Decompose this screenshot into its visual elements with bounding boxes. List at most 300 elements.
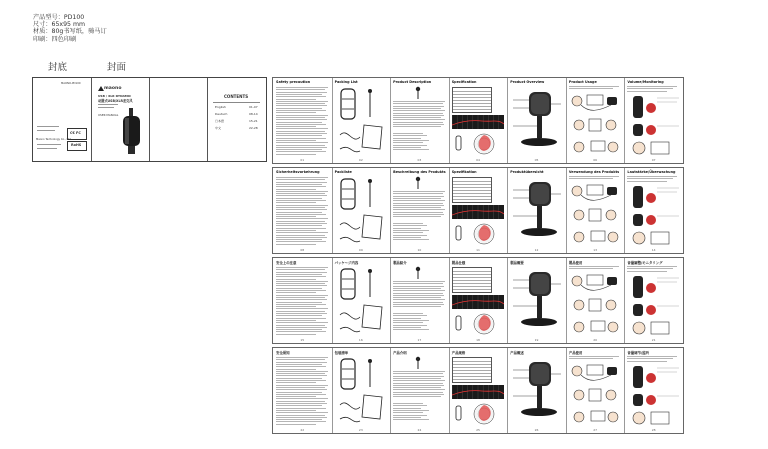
text-line [276,193,325,194]
contents-lang: 中文 [215,126,222,130]
page-title: 製品紹介 [393,261,407,265]
back-cover-line [37,148,57,149]
text-line [393,373,443,374]
text-line [393,200,445,201]
page-title: 製品仕様 [451,261,466,265]
text-line [393,147,421,148]
manual-page [390,78,450,163]
manual-page [507,78,567,163]
text-line [276,398,328,399]
text-line [276,195,327,196]
manual-page [273,348,333,433]
page-title: 包装清单 [334,351,349,355]
frequency-response-chart [452,205,504,219]
text-line [276,315,322,316]
text-line [393,320,429,321]
text-line [393,198,441,199]
text-line [276,126,316,127]
text-line [393,322,423,323]
text-line [276,228,326,229]
page-number: 24 [417,428,422,432]
text-line [393,140,429,141]
front-cover-line [98,104,118,105]
text-line [393,394,444,395]
text-line [569,178,613,179]
volume-monitor-diagram [627,94,681,158]
text-line [627,176,677,177]
text-line [276,182,327,183]
spec-table-row [453,91,491,92]
text-line [276,124,326,125]
text-line [276,133,327,134]
text-line [276,99,316,100]
frequency-response-chart [452,115,504,129]
page-title: Verwendung des Produkts [568,170,620,174]
manual-page [507,168,567,253]
manual-page [273,168,333,253]
text-line [393,313,423,314]
page-title: 安全须知 [276,351,290,355]
manual-page [507,348,567,433]
spec-table [452,267,492,293]
text-line [276,205,328,206]
spec-table-row [453,196,491,197]
contents-lang: English [215,105,226,109]
manual-page [566,258,626,343]
text-line [276,285,327,286]
text-line [393,122,443,123]
page-number: 11 [476,248,480,252]
manual-page [390,258,450,343]
page-title: Sicherheitsvorkehrung [276,170,320,174]
text-line [276,387,325,388]
page-number: 19 [534,338,539,342]
certification-marks: C€ FC [70,131,81,135]
page-number: 15 [300,338,305,342]
page-number: 22 [300,428,305,432]
text-line [276,221,325,222]
manual-page [566,168,626,253]
text-line [276,209,327,210]
text-line [276,223,327,224]
text-line [393,212,443,213]
page-title: 安全上の注意 [276,261,297,265]
text-line [393,235,427,236]
text-line [276,396,316,397]
packing-list-illustration [338,267,386,337]
spec-table-row [453,271,491,272]
text-line [276,202,316,203]
dimension-mic-icon [453,314,465,332]
text-line [276,186,326,187]
page-number: 13 [593,248,598,252]
text-line [393,302,443,303]
blank-panel [149,78,208,161]
page-title: Product Overview [510,80,545,84]
page-title: パッケージ内容 [334,261,359,265]
manual-sheet [272,77,684,164]
text-line [393,113,443,114]
spec-table-row [453,361,491,362]
rohs-box [67,141,87,151]
text-line [276,272,327,273]
dimension-mic-icon [453,404,465,422]
page-title: 产品规格 [451,351,466,355]
manufacturer: Maono Technology Co., Ltd. [36,138,72,141]
text-line [276,244,316,245]
text-line [276,119,327,120]
text-line [276,375,327,376]
text-line [276,320,316,321]
page-number: 27 [593,428,598,432]
manual-page [332,258,392,343]
spec-table-row [453,199,491,200]
polar-pattern-chart [473,223,495,245]
text-line [627,86,677,87]
text-line [276,371,328,372]
contents-lang: 日本語 [215,119,225,123]
text-line [276,117,325,118]
text-line [276,212,322,213]
text-line [276,322,328,323]
cover-spread [32,77,267,162]
manual-page [390,348,450,433]
text-line [276,177,328,178]
page-title: Produktübersicht [510,170,544,174]
text-line [627,361,667,362]
text-line [627,178,673,179]
text-line [393,193,443,194]
text-line [276,122,322,123]
text-line [393,380,445,381]
spec-table-row [453,376,491,377]
text-line [276,232,328,233]
front-cover-line [98,107,114,108]
frequency-response-chart [452,295,504,309]
text-line [276,302,322,303]
page-number: 25 [476,428,480,432]
description-mic-icon [410,356,426,370]
page-title: Specification [451,80,477,84]
page-number: 26 [534,428,539,432]
spec-table-row [453,274,491,275]
page-title: Lautstärke/Überwachung [627,170,676,174]
text-line [393,225,427,226]
product-title-cn: 动圈式USB/XLR麦克风 [98,99,133,103]
text-line [393,297,441,298]
text-line [276,267,328,268]
text-line [276,101,328,102]
text-line [393,106,444,107]
page-title: Volume/Monitoring [627,80,664,84]
spec-table-row [453,286,491,287]
spec-table-row [453,379,491,380]
text-line [393,117,441,118]
page-title: Spezifikation [451,170,477,174]
text-line [393,110,445,111]
spec-table-row [453,184,491,185]
text-line [276,198,322,199]
volume-monitor-diagram [627,364,681,428]
text-line [276,401,325,402]
contents-page: 22-28 [249,126,258,130]
text-line [276,239,322,240]
text-line [276,151,326,152]
text-line [276,87,328,88]
text-line [393,306,441,307]
text-line [393,232,423,233]
text-line [276,288,322,289]
text-line [393,396,441,397]
text-line [393,126,441,127]
contents-page: 01-07 [249,105,258,109]
volume-monitor-diagram [627,274,681,338]
manual-page [449,348,509,433]
text-line [276,378,322,379]
manual-page [624,348,683,433]
usage-diagram [569,91,623,157]
page-number: 07 [651,158,656,162]
text-line [627,271,667,272]
text-line [393,145,427,146]
page-number: 12 [534,248,539,252]
product-overview-illustration [511,86,563,158]
text-line [393,318,421,319]
spec-table-row [453,103,491,104]
text-line [276,142,328,143]
page-number: 06 [593,158,598,162]
text-line [393,412,423,413]
text-line [276,403,327,404]
text-line [276,138,326,139]
text-line [276,96,326,97]
text-line [276,410,316,411]
text-line [276,380,326,381]
spec-table [452,177,492,203]
page-title: 产品介绍 [393,351,407,355]
page-number: 20 [593,338,598,342]
manual-page [624,78,683,163]
text-line [393,383,443,384]
page-number: 21 [651,338,656,342]
manual-page [449,168,509,253]
dimension-mic-icon [453,224,465,242]
text-line [276,154,316,155]
product-overview-illustration [511,356,563,428]
text-line [393,385,444,386]
frequency-response-chart [452,385,504,399]
rohs-mark: RoHS [71,143,82,147]
text-line [276,334,316,335]
text-line [276,179,325,180]
text-line [393,405,427,406]
page-title: 产品使用 [568,351,583,355]
text-line [393,415,427,416]
product-overview-illustration [511,266,563,338]
text-line [569,176,619,177]
manual-page [273,258,333,343]
manual-page [624,168,683,253]
text-line [393,119,445,120]
text-line [393,133,423,134]
page-title: Safety precaution [276,80,311,84]
page-number: 02 [358,158,363,162]
text-line [276,189,316,190]
polar-pattern-chart [473,133,495,155]
text-line [276,218,328,219]
text-line [276,207,325,208]
manual-page [566,78,626,163]
product-title-en: USB / XLR DYNAMIC [98,94,132,98]
spec-table-row [453,97,491,98]
text-line [276,327,327,328]
page-title: 音量调节/监听 [627,351,649,355]
text-line [569,86,619,87]
text-line [393,281,445,282]
text-line [393,205,444,206]
spec-table-row [453,277,491,278]
manual-page [332,78,392,163]
text-line [393,138,421,139]
brand-name: maono [104,86,122,91]
page-number: 04 [476,158,480,162]
page-title: Packliste [334,170,352,174]
contents-page: 08-14 [249,112,258,116]
description-mic-icon [410,86,426,100]
text-line [393,286,444,287]
text-line [393,295,444,296]
text-line [393,115,444,116]
text-line [569,358,613,359]
text-line [393,325,427,326]
text-line [393,290,445,291]
page-title: 製品概要 [510,261,524,265]
print-spec [33,14,107,43]
text-line [276,412,328,413]
page-title: Product Description [393,80,432,84]
text-line [276,389,327,390]
text-line [393,214,444,215]
back-cover-line [37,130,55,131]
text-line [393,371,445,372]
text-line [276,92,327,93]
text-line [276,184,322,185]
page-number: 10 [417,248,422,252]
text-line [276,276,326,277]
usage-diagram [569,271,623,337]
user-manual-label: USER MANUAL [98,113,119,117]
text-line [276,292,316,293]
spec-table-row [453,94,491,95]
text-line [276,306,316,307]
page-number: 09 [358,248,363,252]
page-title: Packing List [334,80,358,84]
text-line [276,200,326,201]
text-line [276,131,325,132]
packing-list-illustration [338,177,386,247]
spec-table [452,357,492,383]
text-line [276,331,326,332]
text-line [393,387,441,388]
text-line [393,196,444,197]
text-line [276,419,322,420]
spec-table-row [453,373,491,374]
text-line [393,142,423,143]
text-line [276,94,322,95]
text-line [276,128,328,129]
contents-panel [207,78,266,161]
text-line [276,216,316,217]
text-line [276,230,316,231]
polar-pattern-chart [473,313,495,335]
text-line [393,419,429,420]
text-line [393,203,443,204]
contents-title: CONTENTS [224,94,249,99]
usage-diagram [569,361,623,427]
text-line [569,356,619,357]
dimension-mic-icon [453,134,465,152]
text-line [627,268,673,269]
contents-divider [213,102,260,103]
text-line [276,421,326,422]
back-cover-line [37,126,59,127]
text-line [276,281,328,282]
page-number: 18 [476,338,480,342]
text-line [276,366,326,367]
spec-table [452,87,492,113]
text-line [276,408,326,409]
description-mic-icon [410,266,426,280]
manual-page [332,168,392,253]
contents-page: 15-21 [249,119,258,123]
spec-table-row [453,283,491,284]
spec-table-row [453,193,491,194]
text-line [276,299,327,300]
text-line [276,191,328,192]
text-line [276,214,326,215]
text-line [276,424,316,425]
manual-sheet [272,167,684,254]
text-line [276,279,316,280]
spec-table-row [453,187,491,188]
manual-page [449,258,509,343]
text-line [393,327,421,328]
text-line [393,389,445,390]
page-title: 製品使用 [568,261,583,265]
text-line [276,235,325,236]
manual-page [273,78,333,163]
text-line [393,228,421,229]
page-number: 08 [300,248,305,252]
text-line [276,392,322,393]
text-line [393,223,423,224]
text-line [276,108,322,109]
volume-monitor-diagram [627,184,681,248]
text-line [393,149,429,150]
text-line [393,135,427,136]
page-number: 23 [358,428,363,432]
text-line [569,268,613,269]
spec-table-row [453,181,491,182]
text-line [276,369,316,370]
text-line [569,88,613,89]
text-line [276,364,322,365]
text-line [276,359,325,360]
manual-page [390,168,450,253]
spec-table-row [453,109,491,110]
page-number: 16 [358,338,363,342]
back-cover-line [37,144,61,145]
